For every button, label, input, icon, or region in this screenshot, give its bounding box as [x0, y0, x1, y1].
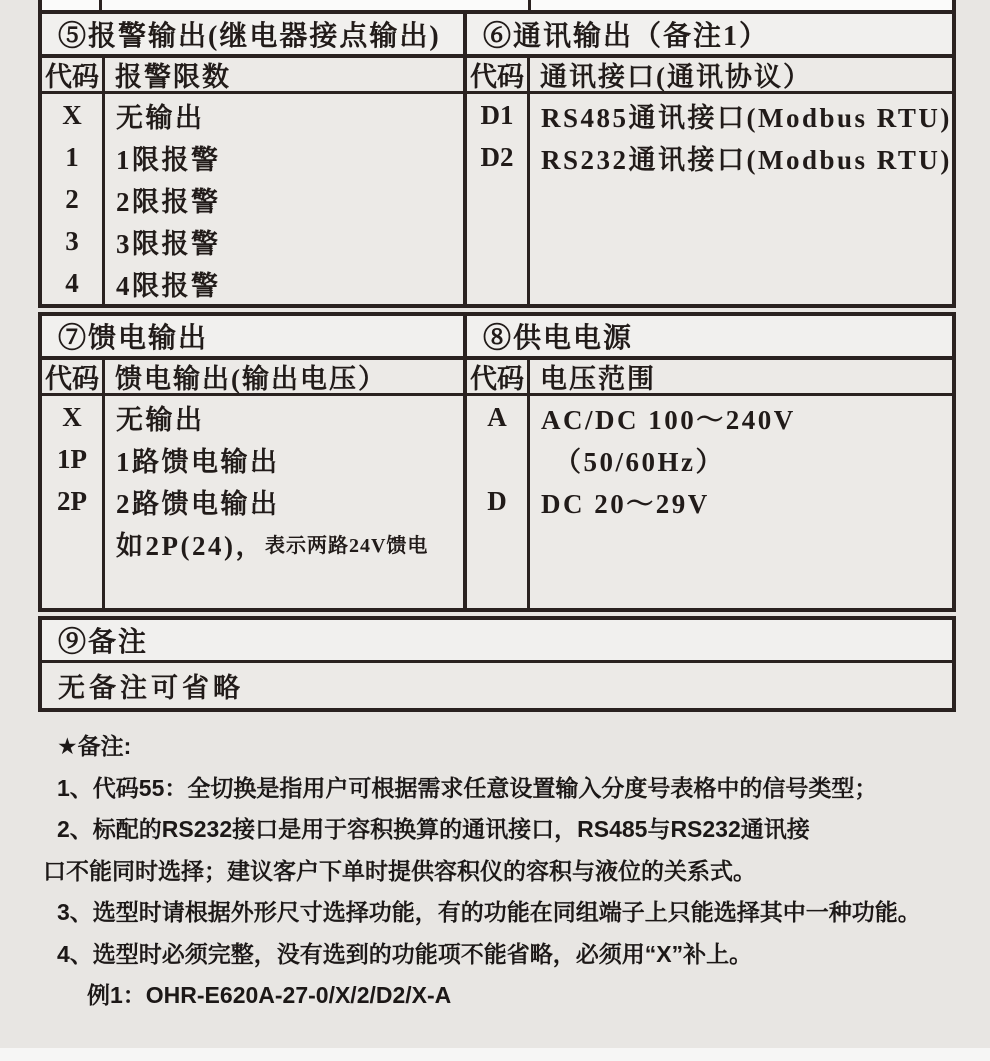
footnote-2-line2: 口不能同时选择；建议客户下单时提供容积仪的容积与液位的关系式。 — [43, 857, 756, 884]
section9-body-text: 无备注可省略 — [58, 673, 244, 703]
row-code: X — [62, 99, 82, 130]
table-group-alarm-comm — [38, 10, 956, 308]
label-column — [105, 396, 463, 608]
divider — [528, 0, 531, 10]
row-label: （50/60Hz） — [554, 446, 725, 477]
row-code: D — [487, 485, 507, 516]
row-code: 3 — [65, 225, 79, 256]
section7-excitation-output-table — [38, 312, 467, 612]
code-column-header: 代码 — [467, 360, 530, 393]
label-column — [105, 94, 463, 304]
section6-column-header — [467, 58, 952, 94]
section5-title: ⑤报警输出(继电器接点输出) — [42, 14, 463, 58]
footnote-1: 1、代码55：全切换是指用户可根据需求任意设置输入分度号表格中的信号类型； — [57, 774, 878, 801]
page-bottom-strip — [0, 1048, 990, 1061]
previous-table-remnant — [38, 0, 956, 10]
row-code — [467, 438, 527, 480]
section6-comm-output-table — [463, 10, 956, 308]
row-code: D2 — [480, 141, 514, 172]
code-column — [467, 396, 530, 608]
row-label: 4限报警 — [116, 270, 221, 301]
row-code: X — [62, 401, 82, 432]
code-column — [467, 94, 530, 304]
table-group-power — [38, 312, 956, 612]
section8-power-supply-table — [463, 312, 956, 612]
section8-title: ⑧供电电源 — [467, 316, 952, 360]
row-label: 1限报警 — [116, 144, 221, 175]
section7-column-header — [42, 360, 463, 396]
section9-table — [38, 616, 956, 712]
section5-body — [42, 94, 463, 304]
footnote-2-line1: 2、标配的RS232接口是用于容积换算的通讯接口，RS485与RS232通讯接 — [57, 816, 810, 842]
footnote-3: 3、选型时请根据外形尺寸选择功能，有的功能在同组端子上只能选择其中一种功能。 — [57, 899, 921, 925]
section6-title: ⑥通讯输出（备注1） — [467, 14, 952, 58]
row-label: 2路馈电输出 — [116, 488, 280, 519]
section8-column-header — [467, 360, 952, 396]
code-column — [42, 396, 105, 608]
code-column-header: 代码 — [42, 360, 105, 393]
row-code: A — [487, 401, 507, 432]
row-label: 无输出 — [116, 102, 205, 133]
row-code: 1 — [65, 141, 79, 172]
row-code: 1P — [57, 443, 87, 474]
code-column-header: 代码 — [467, 58, 530, 91]
note-small: 表示两路24V馈电 — [264, 534, 429, 557]
row-label: DC 20～29V — [541, 488, 710, 519]
label-column-header: 通讯接口(通讯协议） — [540, 62, 812, 92]
footnote-example: 例1：OHR-E620A-27-0/X/2/D2/X-A — [87, 982, 452, 1008]
row-label: RS232通讯接口(Modbus RTU) — [541, 144, 952, 175]
section7-title: ⑦馈电输出 — [42, 316, 463, 360]
label-column — [530, 94, 952, 304]
section5-alarm-output-table — [38, 10, 467, 308]
note-main: 如2P(24)， — [116, 530, 265, 561]
footnote-4: 4、选型时必须完整，没有选到的功能项不能省略，必须用“X”补上。 — [57, 940, 753, 967]
divider — [99, 0, 102, 10]
row-note — [105, 522, 463, 564]
row-label: 2限报警 — [116, 186, 221, 217]
row-code: 2 — [65, 183, 79, 214]
row-label: RS485通讯接口(Modbus RTU) — [541, 102, 952, 133]
label-column — [530, 396, 952, 608]
row-label: 1路馈电输出 — [116, 446, 280, 477]
section5-column-header — [42, 58, 463, 94]
row-code: 2P — [57, 485, 87, 516]
row-code: 4 — [65, 267, 79, 298]
row-label: 3限报警 — [116, 228, 221, 259]
row-label: 无输出 — [116, 404, 205, 435]
section7-body — [42, 396, 463, 608]
label-column-header: 馈电输出(输出电压） — [115, 364, 387, 394]
section9-title: ⑨备注 — [42, 620, 952, 663]
label-column-header: 电压范围 — [540, 364, 656, 394]
section9-remark-table — [38, 616, 956, 712]
code-column — [42, 94, 105, 304]
section8-body — [467, 396, 952, 608]
label-column-header: 报警限数 — [115, 62, 231, 92]
section6-body — [467, 94, 952, 304]
footnotes — [43, 726, 963, 1017]
code-column-header: 代码 — [42, 58, 105, 91]
footnotes-title: ★备注: — [57, 733, 132, 759]
row-label: AC/DC 100～240V — [541, 404, 796, 435]
row-code: D1 — [480, 99, 514, 130]
